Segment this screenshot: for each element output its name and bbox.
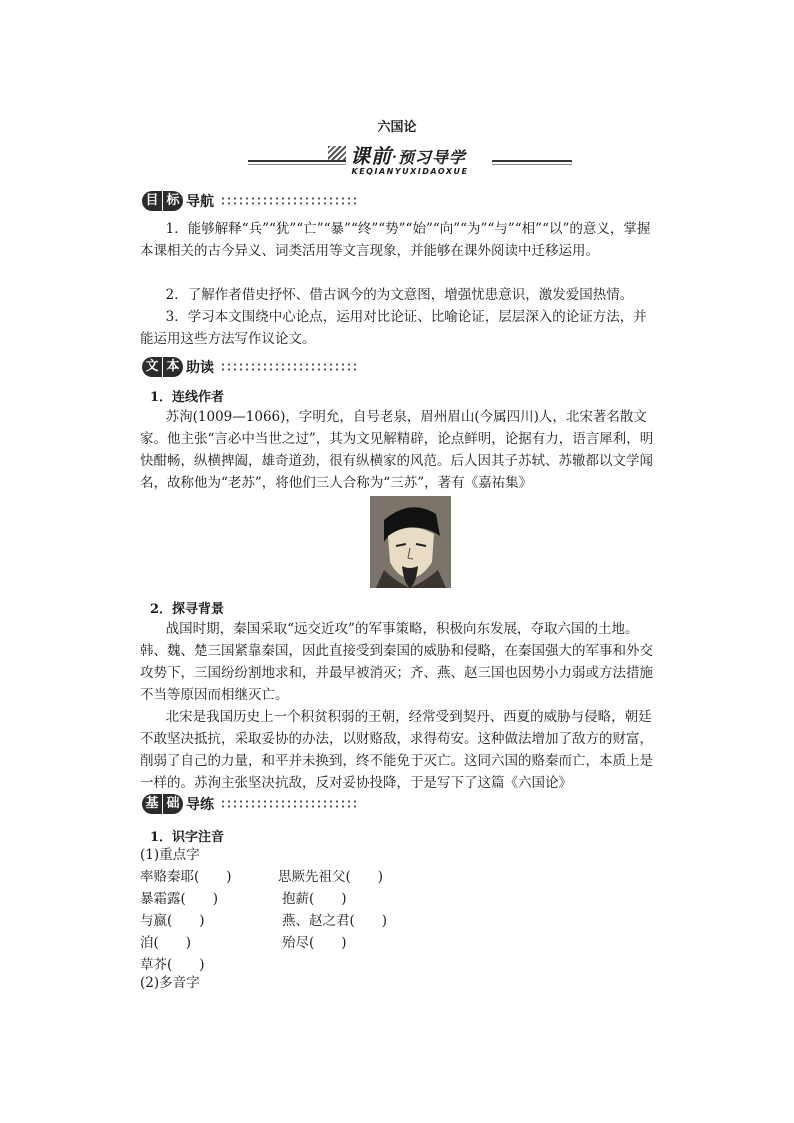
exercise-item: 率赂秦耶( ) [140, 869, 232, 885]
dotted-leader [220, 799, 360, 809]
exercise-item: 与嬴( ) [140, 913, 205, 929]
exercise-item: 洎( ) [140, 935, 192, 951]
dotted-leader [220, 196, 360, 206]
badge-char: 础 [163, 794, 183, 814]
document-title: 六国论 [377, 120, 417, 135]
background-paragraph-1: 战国时期，秦国采取“远交近攻”的军事策略，积极向东发展，夺取六国的土地。韩、魏、楚三国紧靠秦国，因此直接受到秦国的威胁和侵略，在秦国强大的军事和外交攻势下，三国纷纷割地求和，并最早被消灭；齐、燕、赵三国也因势小力弱或方法措施不当等原因而相继灭亡。 [140, 621, 653, 703]
background-heading: 2．探寻背景 [150, 602, 225, 617]
exercise-item: 抱薪( ) [282, 891, 347, 907]
section-header-text [142, 356, 360, 378]
goal-item-2: 2．了解作者借史抒怀、借古讽今的为文意图，增强忧患意识，激发爱国热情。 [165, 287, 634, 303]
banner-title-main: 课前 [350, 144, 392, 168]
exercise-item: 思厥先祖父( ) [278, 869, 384, 885]
badge-char: 目 [142, 191, 162, 211]
banner-title [350, 140, 466, 169]
banner-title-dot: · [392, 149, 398, 166]
exercise-item: 暴霜露( ) [140, 891, 219, 907]
background-paragraph-2: 北宋是我国历史上一个积贫积弱的王朝，经常受到契丹、西夏的威胁与侵略，朝廷不敢坚决抵抗，采取妥协的办法，以财赂敌，求得苟安。这种做法增加了敌方的财富，削弱了自己的力量，和平并未换到，终不能免于灭亡。这同六国的赂秦而亡，本质上是一样的。苏洵主张坚决抗敌，反对妥协投降，于是写下了这篇《六国论》 [140, 709, 653, 791]
section-label: 导航 [186, 194, 214, 210]
dotted-leader [220, 362, 360, 372]
portrait-image [370, 496, 451, 588]
goal-item-3: 3．学习本文围绕中心论点，运用对比论证、比喻论证，层层深入的论证方法，并能运用这些方法写作议论文。 [140, 309, 647, 347]
banner-pinyin: KEQIANYUXIDAOXUE [351, 167, 469, 176]
exercise-heading: 1．识字注音 [150, 830, 225, 845]
author-heading: 1．连线作者 [150, 390, 225, 405]
banner-title-sub: 预习导学 [397, 148, 466, 167]
badge-char: 本 [163, 357, 183, 377]
goal-item-1: 1．能够解释“兵”“犹”“亡”“暴”“终”“势”“始”“向”“为”“与”“相”“以”的意义，掌握本课相关的古今异义、词类活用等文言现象，并能够在课外阅读中迁移运用。 [140, 221, 651, 259]
badge-char: 基 [142, 794, 162, 814]
banner-stripe-decoration [328, 146, 346, 160]
section-banner [248, 140, 572, 180]
author-paragraph: 苏洵(1009—1066)，字明允，自号老泉，眉州眉山(今属四川)人，北宋著名散文家。他主张“言必中当世之过”，其为文见解精辟，论点鲜明，论据有力，语言犀利，明快酣畅，纵横捭阖，雄奇道劲，很有纵横家的风范。后人因其子苏轼、苏辙都以文学闻名，故称他为“老苏”，将他们三人合称为“三苏”，著有《嘉祐集》 [140, 409, 654, 491]
exercise-item: 殆尽( ) [282, 935, 347, 951]
section-label: 导练 [186, 797, 214, 813]
badge-char: 文 [142, 357, 162, 377]
section-label: 助读 [186, 360, 214, 376]
exercise-subheading-2: (2)多音字 [140, 975, 200, 991]
section-header-goal [142, 190, 360, 212]
exercise-item: 燕、赵之君( ) [282, 913, 388, 929]
exercise-subheading-1: (1)重点字 [140, 847, 200, 863]
badge-char: 标 [163, 191, 183, 211]
section-header-basic [142, 793, 360, 815]
exercise-item: 草芥( ) [140, 957, 205, 973]
